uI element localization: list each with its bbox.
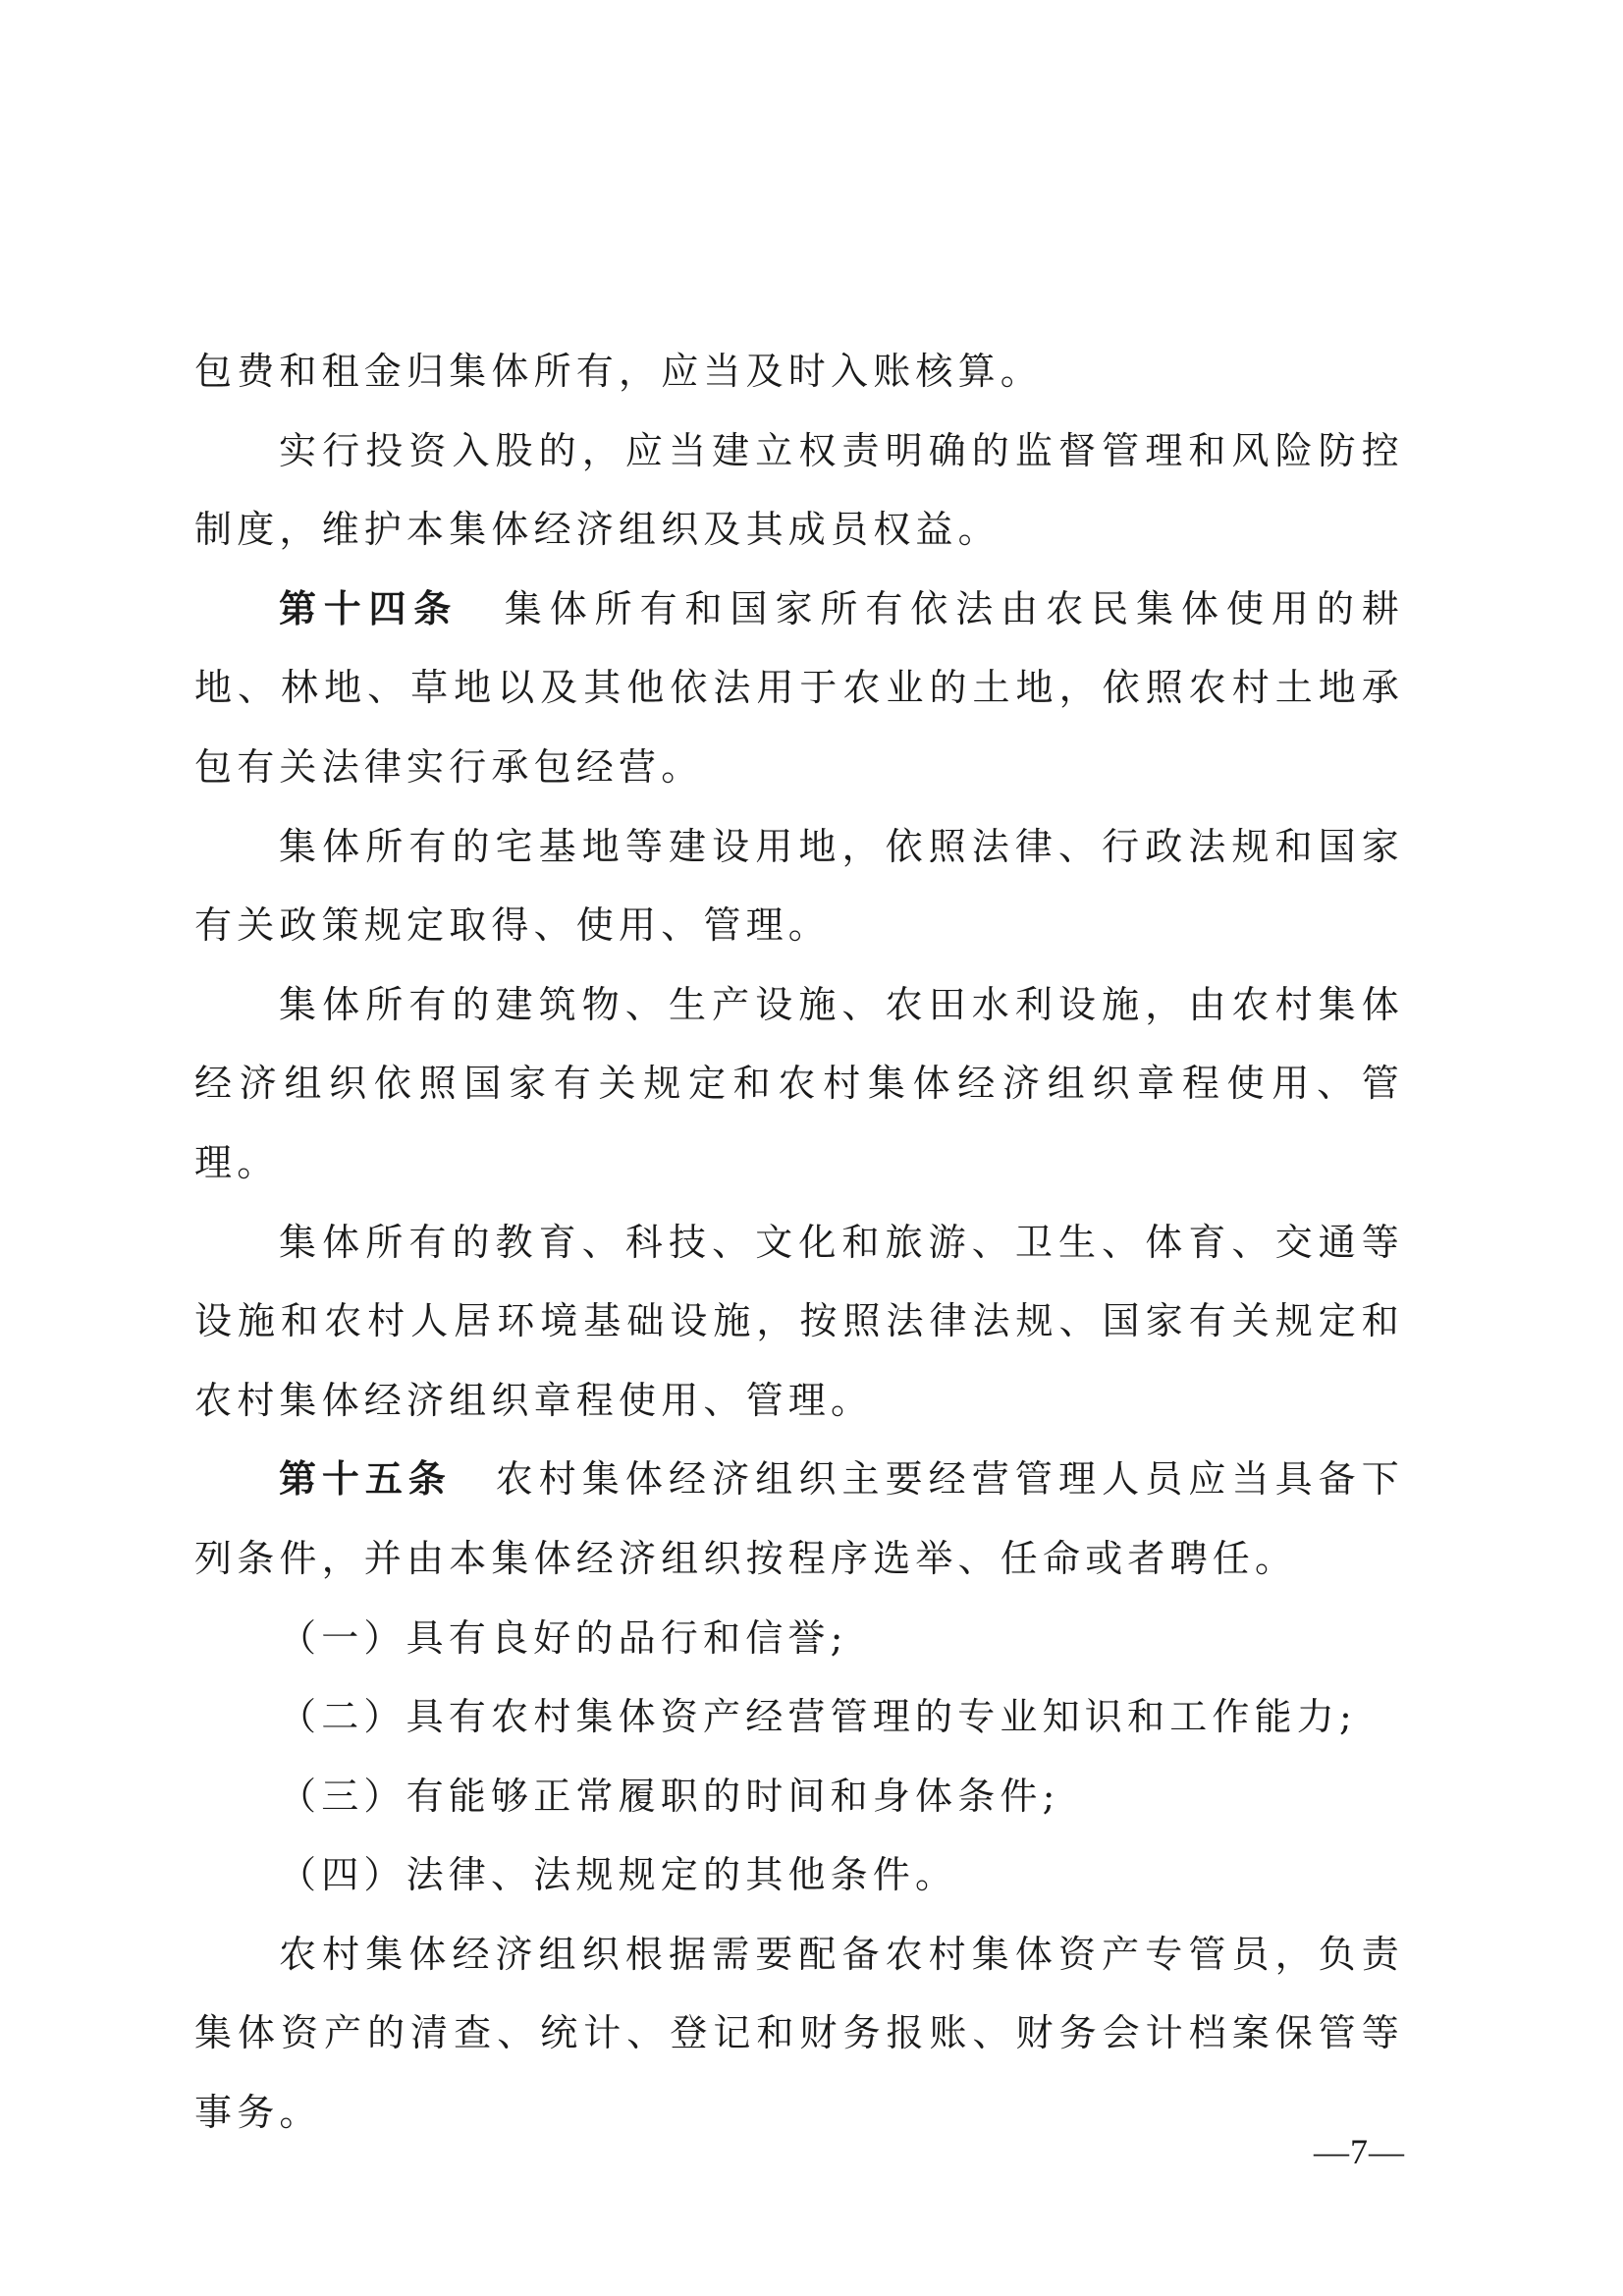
article-heading-14: 第十四条: [279, 586, 459, 630]
paragraph-text: 集体所有的教育、科技、文化和旅游、卫生、体育、交通等设施和农村人居环境基础设施，按照法律法规、国家有关规定和农村集体经济组织章程使用、管理。: [194, 1220, 1404, 1422]
page-number: —7—: [1314, 2132, 1405, 2171]
paragraph-text: 集体所有的建筑物、生产设施、农田水利设施，由农村集体经济组织依照国家有关规定和农村集体经济组织章程使用、管理。: [194, 982, 1404, 1184]
list-item-text: （三）有能够正常履职的时间和身体条件;: [279, 1774, 1060, 1818]
list-item-text: （四）法律、法规规定的其他条件。: [279, 1853, 958, 1897]
article-15-paragraph: [194, 1440, 1404, 1598]
paragraph-12: [194, 1915, 1404, 2153]
list-item-4: [194, 1835, 1404, 1915]
paragraph-text: 农村集体经济组织根据需要配备农村集体资产专管员，负责集体资产的清查、统计、登记和财务报账、财务会计档案保管等事务。: [194, 1932, 1404, 2135]
list-item-1: [194, 1599, 1404, 1678]
list-item-2: [194, 1677, 1404, 1757]
list-item-text: （二）具有农村集体资产经营管理的专业知识和工作能力;: [279, 1695, 1358, 1739]
list-item-text: （一）具有良好的品行和信誉;: [279, 1615, 848, 1660]
paragraph-text: 实行投资入股的，应当建立权责明确的监督管理和风险防控制度，维护本集体经济组织及其成员权益。: [194, 428, 1404, 552]
paragraph-5: [194, 965, 1404, 1203]
paragraph-6: [194, 1203, 1404, 1441]
document-body: [194, 332, 1404, 2153]
paragraph-text: 集体所有的宅基地等建设用地，依照法律、行政法规和国家有关政策规定取得、使用、管理。: [194, 824, 1404, 948]
paragraph-4: [194, 807, 1404, 965]
paragraph-text: 包费和租金归集体所有，应当及时入账核算。: [194, 350, 1044, 393]
list-item-3: [194, 1757, 1404, 1836]
paragraph-1: [194, 332, 1404, 411]
paragraph-2: [194, 411, 1404, 570]
article-heading-15: 第十五条: [279, 1457, 452, 1502]
paragraph-text: 集体所有和国家所有依法由农民集体使用的耕地、林地、草地以及其他依法用于农业的土地，依照农村土地承包有关法律实行承包经营。: [194, 586, 1404, 789]
paragraph-text: 农村集体经济组织主要经营管理人员应当具备下列条件，并由本集体经济组织按程序选举、任命或者聘任。: [194, 1457, 1404, 1580]
article-14-paragraph: [194, 570, 1404, 807]
